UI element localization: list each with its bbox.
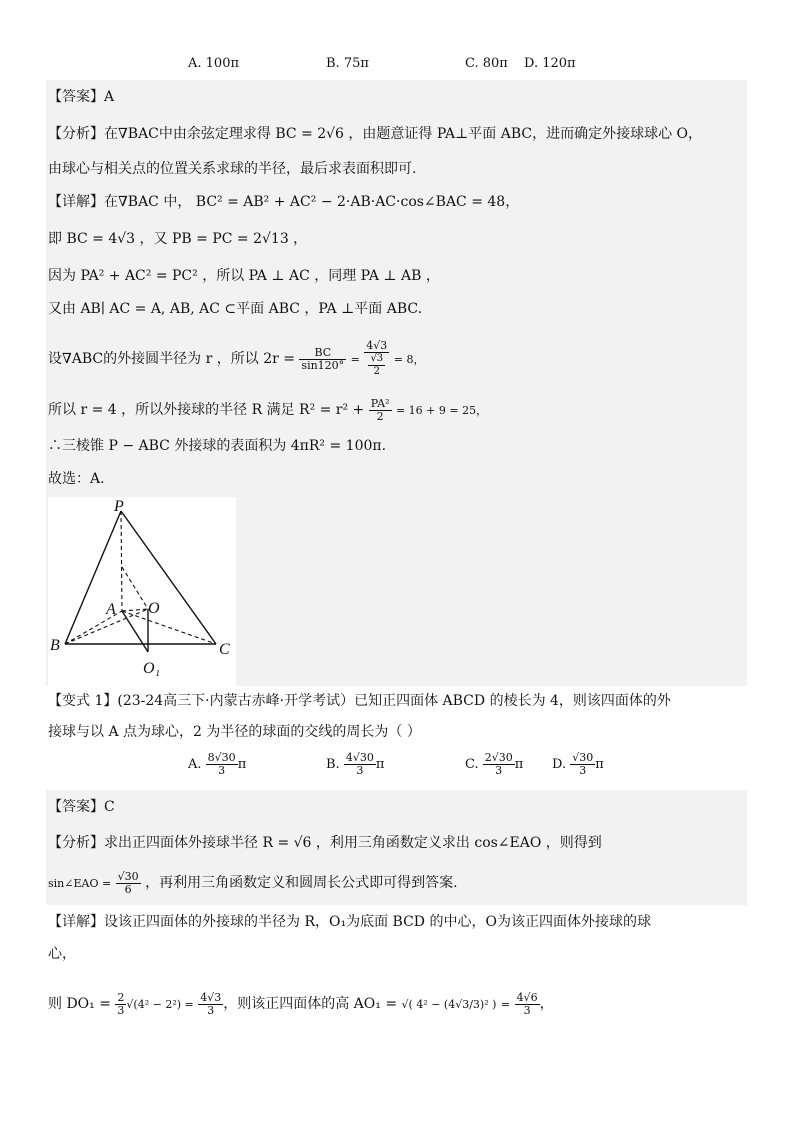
fraction-denominator: 3 — [523, 1003, 531, 1017]
q1-option-a: A. 100π — [188, 56, 240, 71]
fraction-numerator: 8√30 — [207, 751, 236, 764]
detail-3-end: ， — [539, 996, 554, 1012]
detail-6-suffix: = 16 + 9 = 25， — [395, 404, 488, 417]
fraction-denominator: 3 — [356, 764, 364, 777]
label-p: P — [114, 498, 124, 515]
q1-detail-line-1: 【详解】在∇BAC 中， BC² = AB² + AC² − 2·AB·AC·cos∠BAC = 48， — [48, 194, 520, 210]
pi-symbol: π — [595, 757, 604, 772]
fraction-denominator: 3 — [207, 1003, 215, 1017]
label-o: O — [148, 600, 160, 617]
q1-choose: 故选：A. — [48, 471, 105, 487]
detail-3-mid: √(4² − 2²) = — [126, 998, 194, 1011]
fraction-numerator: 4√3 — [366, 339, 388, 352]
fraction-numerator: √30 — [117, 869, 139, 883]
q1-detail-line-3: 因为 PA² + AC² = PC² ，所以 PA ⊥ AC ，同理 PA ⊥ AB ， — [48, 268, 440, 284]
label-o1: O₁ — [143, 660, 161, 677]
fraction-denominator: 6 — [124, 882, 132, 896]
q2-detail-line-3 — [48, 982, 554, 1026]
q2-detail-line-1: 【详解】设该正四面体的外接球的半径为 R，O₁为底面 BCD 的中心，O为该正四面体外接球的球 — [48, 914, 651, 930]
q2-detail-line-2: 心， — [48, 946, 76, 962]
option-label: B. — [326, 757, 340, 772]
detail-5-prefix: 设∇ABC的外接圆半径为 r ，所以 2r = — [48, 351, 295, 367]
fraction-numerator: 4√3 — [200, 990, 222, 1004]
q2-option-a — [188, 752, 246, 777]
fraction-numerator: 2 — [117, 990, 125, 1004]
fraction-bc-sin120 — [299, 347, 346, 372]
analysis-2-suffix: ，再利用三角函数定义和圆周长公式即可得到答案. — [145, 875, 458, 891]
detail-3-root: √( 4² − (4√3/3)² ) — [401, 998, 497, 1011]
analysis-2-prefix: sin∠EAO = — [48, 877, 112, 890]
fraction-numerator: 2√30 — [484, 751, 513, 764]
fraction-numerator: 4√6 — [516, 990, 538, 1004]
q1-detail-line-4: 又由 AB∣ AC = A, AB, AC ⊂平面 ABC ，PA ⊥平面 ABC. — [48, 301, 423, 317]
q1-detail-line-7: ∴三棱锥 P − ABC 外接球的表面积为 4πR² = 100π. — [48, 438, 387, 454]
q1-analysis-line-1: 【分析】在∇BAC中由余弦定理求得 BC = 2√6 ，由题意证得 PA⊥平面 ABC，进而确定外接球球心 O， — [48, 126, 703, 142]
q1-detail-line-2: 即 BC = 4√3 ，又 PB = PC = 2√13 ， — [48, 231, 308, 247]
q1-detail-line-6 — [48, 393, 487, 427]
detail-5-suffix: = 8， — [393, 353, 425, 366]
fraction-denominator: 3 — [579, 764, 587, 777]
option-label: D. — [552, 757, 567, 772]
detail-6-prefix: 所以 r = 4 ，所以外接球的半径 R 满足 R² = r² + — [48, 402, 365, 418]
q2-analysis-line-1: 【分析】求出正四面体外接球半径 R = √6 ，利用三角函数定义求出 cos∠EAO ，则得到 — [48, 835, 602, 851]
q2-analysis-line-2 — [48, 866, 458, 900]
q1-option-c: C. 80π — [465, 56, 508, 71]
fraction-numerator: BC — [299, 347, 346, 360]
tetrahedron-figure — [48, 497, 236, 687]
label-a: A — [106, 601, 116, 618]
figure-background — [48, 497, 236, 687]
q2-option-c — [465, 752, 523, 777]
q2-option-d — [552, 752, 604, 777]
q2-answer: 【答案】C — [48, 799, 115, 815]
q1-option-b: B. 75π — [326, 56, 369, 71]
pi-symbol: π — [237, 757, 247, 772]
inner-numerator: √3 — [370, 353, 384, 364]
fraction-root30-over-6 — [116, 871, 141, 896]
fraction-numerator: 4√30 — [345, 751, 374, 764]
pi-symbol: π — [514, 757, 524, 772]
fraction-denominator: sin120° — [301, 358, 345, 372]
option-label: A. — [188, 757, 202, 772]
fraction-denominator: 3 — [218, 764, 226, 777]
option-label: C. — [465, 757, 479, 772]
label-b: B — [50, 637, 60, 654]
inner-denominator: 2 — [373, 366, 380, 377]
fraction-denominator — [364, 353, 389, 378]
q2-option-b — [326, 752, 384, 777]
q1-answer: 【答案】A — [48, 89, 115, 105]
q1-detail-line-5: 设∇ABC的外接圆半径为 r ，所以 2r = $\frac{BC}{\sin 120^\circ}$ = $\frac{4√3}{\frac{√3}{2}}$ = 8， — [48, 339, 425, 377]
q1-analysis-line-2: 由球心与相关点的位置关系求球的半径，最后求表面积即可. — [48, 161, 417, 177]
q2-stem-line-1: 【变式 1】(23-24高三下·内蒙古赤峰·开学考试）已知正四面体 ABCD 的棱长为 4，则该四面体的外 — [48, 693, 671, 709]
q2-stem-line-2: 接球与以 A 点为球心，2 为半径的球面的交线的周长为（ ） — [48, 724, 421, 740]
label-c: C — [219, 641, 230, 658]
fraction-pa2-over-2 — [369, 398, 392, 423]
q1-option-d: D. 120π — [524, 56, 576, 71]
fraction-denominator: 2 — [376, 409, 384, 423]
fraction-denominator: 3 — [117, 1003, 125, 1017]
fraction-numerator: PA² — [370, 396, 390, 410]
detail-3-eq: = — [500, 998, 511, 1011]
pi-symbol: π — [375, 757, 385, 772]
fraction-denominator: 3 — [495, 764, 503, 777]
detail-3-text: ，则该正四面体的高 AO₁ = — [223, 996, 398, 1012]
fraction-4root3-over-root3-2 — [364, 340, 389, 378]
fraction-numerator: √30 — [572, 751, 594, 764]
detail-3-prefix: 则 DO₁ = — [48, 996, 111, 1012]
